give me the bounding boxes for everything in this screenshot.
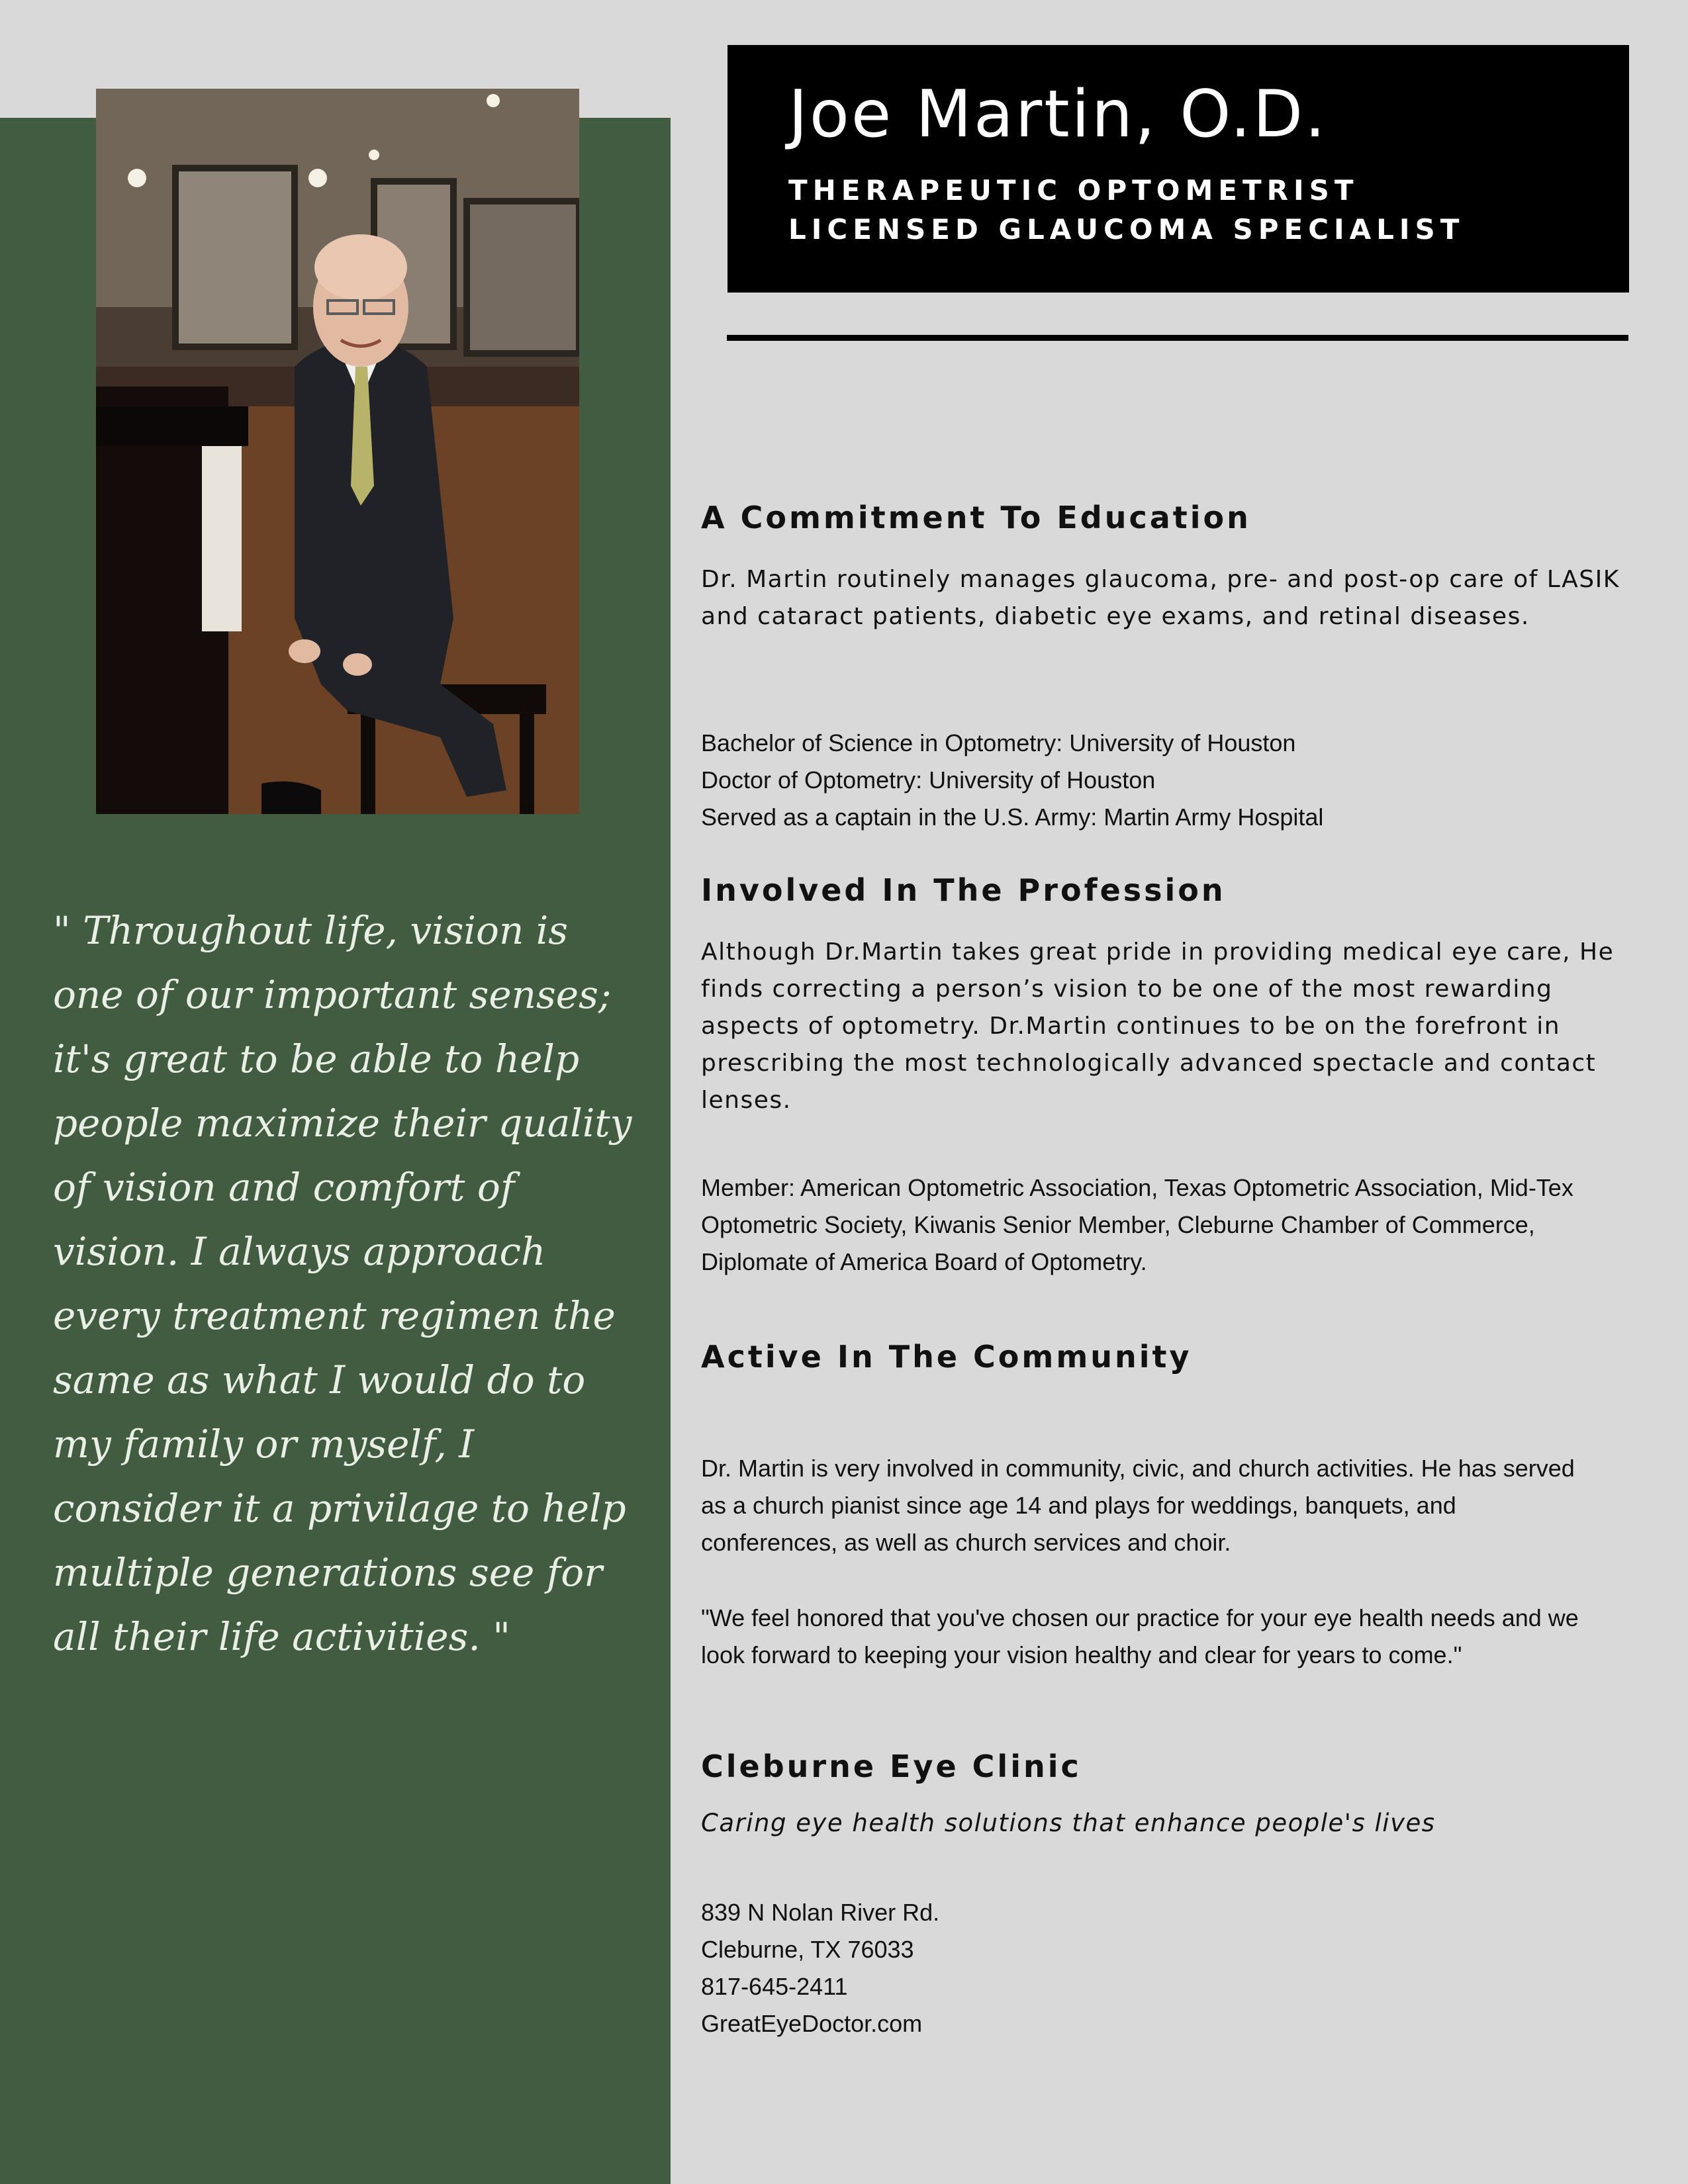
- credential-item: Bachelor of Science in Optometry: University of Houston: [701, 729, 1296, 756]
- header-banner: [727, 45, 1629, 293]
- doctor-title: [788, 171, 1464, 249]
- city-line: Cleburne, TX 76033: [701, 1936, 914, 1963]
- credentials-list: [701, 725, 1628, 836]
- closing-quote: "We feel honored that you've chosen our practice for your eye health needs and we look forward to keeping your vision healthy and clear for years to come.": [701, 1604, 1579, 1668]
- doctor-at-piano-illustration: [96, 89, 579, 814]
- education-intro: Dr. Martin routinely manages glaucoma, pre- and post-op care of LASIK and cataract patients, diabetic eye exams, and retinal diseases.: [701, 566, 1620, 630]
- doctor-photo: [96, 89, 579, 814]
- education-heading: A Commitment To Education: [701, 500, 1251, 535]
- community-heading: Active In The Community: [701, 1339, 1192, 1375]
- website-link[interactable]: GreatEyeDoctor.com: [701, 2010, 923, 2037]
- title-line-glaucoma: LICENSED GLAUCOMA SPECIALIST: [788, 213, 1465, 246]
- doctor-quote: " Throughout life, vision is one of our important senses; it's great to be able to help people maximize their quality of vision and comfort of vision. I always approach every treatment regimen the same as what I would do to my family or myself, I consider it a privilage to help multiple generations see for all their life activities. ": [53, 908, 632, 1659]
- phone-number: 817-645-2411: [701, 1973, 848, 2000]
- profession-heading: Involved In The Profession: [701, 872, 1226, 908]
- title-line-therapeutic: THERAPEUTIC OPTOMETRIST: [788, 174, 1359, 206]
- community-text: Dr. Martin is very involved in community, civic, and church activities. He has served as a church pianist since age 14 and plays for weddings, banquets, and conferences, as well as church services and choir.: [701, 1455, 1575, 1556]
- membership-text: Member: American Optometric Association, Texas Optometric Association, Mid-Tex Optometric Society, Kiwanis Senior Member, Cleburne Chamber of Commerce, Diplomate of America Board of Optometry.: [701, 1174, 1573, 1275]
- address-line: 839 N Nolan River Rd.: [701, 1899, 940, 1926]
- clinic-heading: Cleburne Eye Clinic: [701, 1749, 1082, 1784]
- doctor-name: Joe Martin, O.D.: [788, 77, 1328, 152]
- header-divider: [727, 335, 1628, 341]
- credential-item: Doctor of Optometry: University of Houston: [701, 766, 1156, 794]
- clinic-tagline: Caring eye health solutions that enhance people's lives: [701, 1809, 1436, 1837]
- clinic-contact: [701, 1894, 1628, 2042]
- profession-intro: Although Dr.Martin takes great pride in providing medical eye care, He finds correcting a person’s vision to be one of the most rewarding aspects of optometry. Dr.Martin continues to be on the forefront in prescribing the most technologically advanced spectacle and contact lenses.: [701, 938, 1615, 1114]
- credential-item: Served as a captain in the U.S. Army: Martin Army Hospital: [701, 803, 1324, 831]
